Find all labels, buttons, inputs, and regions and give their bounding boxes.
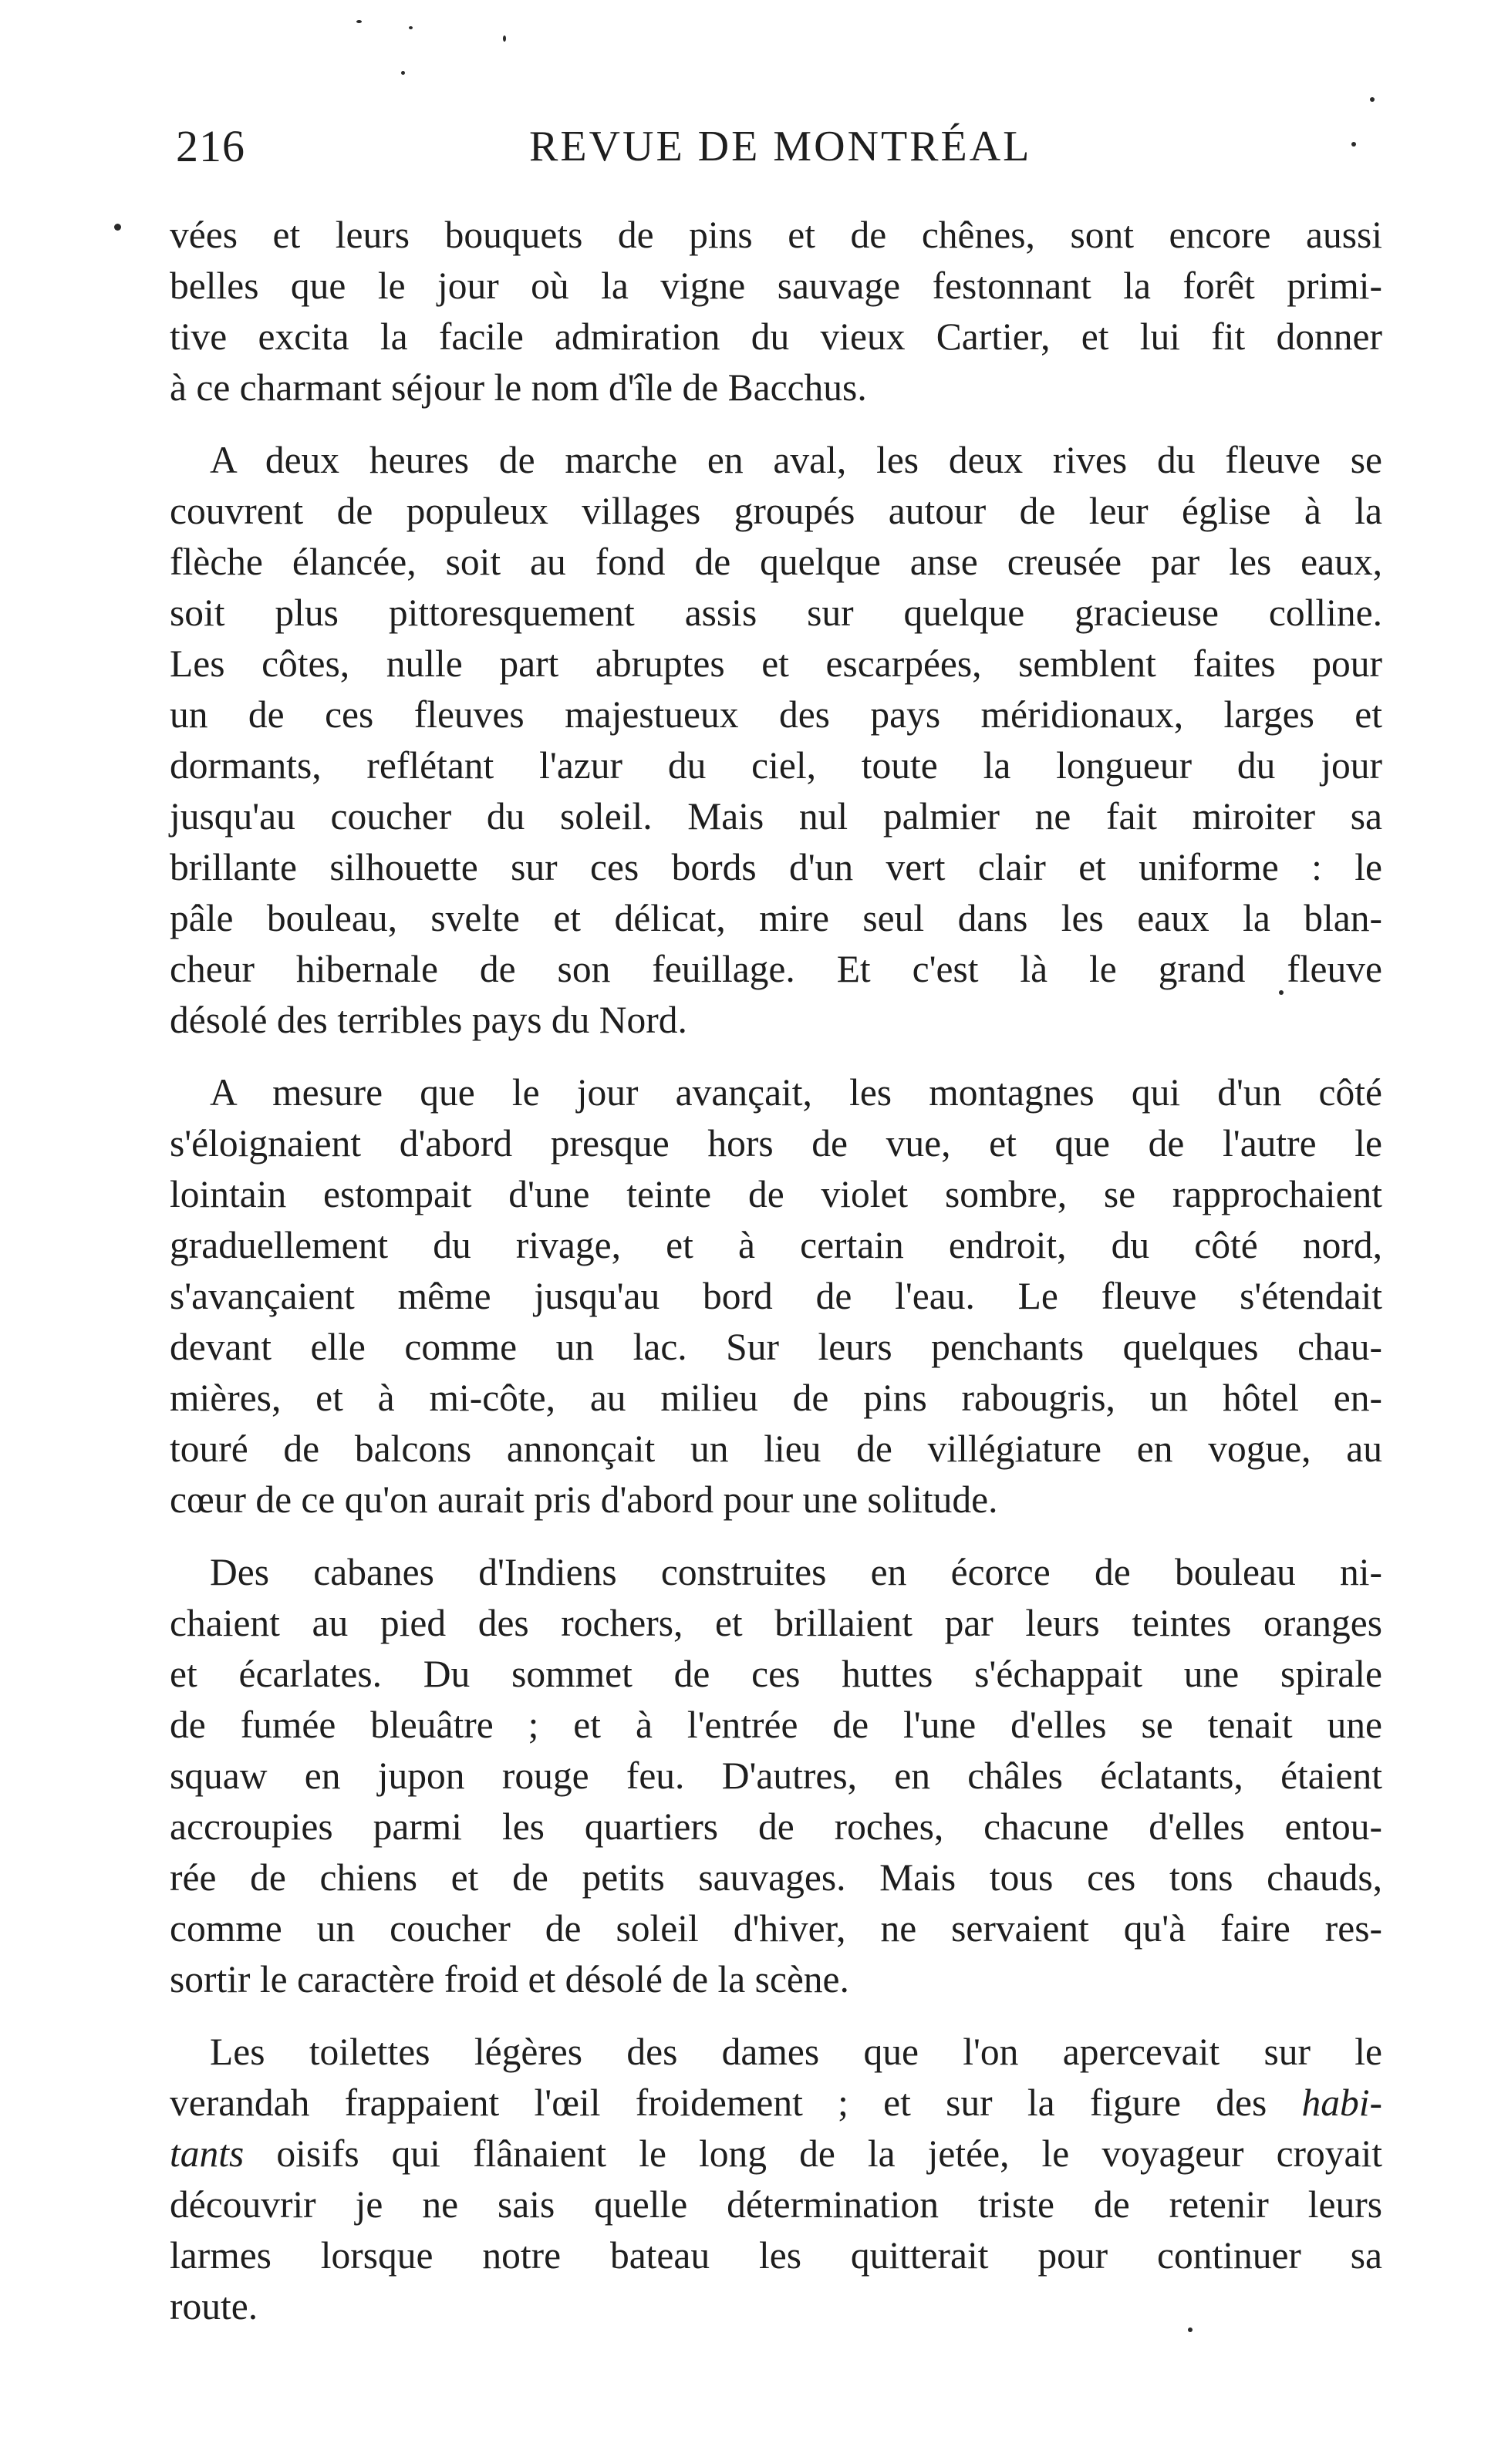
text-line: brillante silhouette sur ces bords d'un vert clair et uniforme : le [170, 846, 1382, 888]
text-line: A deux heures de marche en aval, les deux rives du fleuve se [210, 439, 1382, 481]
print-speck [356, 20, 362, 23]
text-line: couvrent de populeux villages groupés autour de leur église à la [170, 490, 1382, 532]
paragraph-3 [170, 1067, 1382, 1525]
text-line: graduellement du rivage, et à certain endroit, du côté nord, [170, 1224, 1382, 1266]
text-line: rée de chiens et de petits sauvages. Mais tous ces tons chauds, [170, 1856, 1382, 1899]
text-line: soit plus pittoresquement assis sur quelque gracieuse colline. [170, 592, 1382, 634]
print-speck [401, 71, 405, 75]
text-line: vées et leurs bouquets de pins et de chênes, sont encore aussi [170, 214, 1382, 256]
text-line: comme un coucher de soleil d'hiver, ne servaient qu'à faire res- [170, 1907, 1382, 1950]
print-speck [114, 224, 121, 231]
page-header [176, 116, 1364, 177]
text-line: tive excita la facile admiration du vieux Cartier, et lui fit donner [170, 315, 1382, 358]
text-line: et écarlates. Du sommet de ces huttes s'échappait une spirale [170, 1653, 1382, 1695]
print-speck [409, 26, 413, 29]
text-line [170, 2078, 1382, 2129]
paragraph-4 [170, 1547, 1382, 2005]
text-line: à ce charmant séjour le nom d'île de Bacchus. [170, 366, 867, 409]
text-line: cheur hibernale de son feuillage. Et c'est là le grand fleuve [170, 948, 1382, 990]
text-line: lointain estompait d'une teinte de violet sombre, se rapprochaient [170, 1173, 1382, 1215]
text-line [170, 2129, 1382, 2179]
text-line: accroupies parmi les quartiers de roches, chacune d'elles entou- [170, 1805, 1382, 1848]
text-line: s'éloignaient d'abord presque hors de vue, et que de l'autre le [170, 1122, 1382, 1165]
text-line: Les toilettes légères des dames que l'on apercevait sur le [210, 2031, 1382, 2073]
paragraph-2 [170, 435, 1382, 1046]
text-line: squaw en jupon rouge feu. D'autres, en châles éclatants, étaient [170, 1754, 1382, 1797]
text-line: mières, et à mi-côte, au milieu de pins rabougris, un hôtel en- [170, 1377, 1382, 1419]
print-speck [1370, 97, 1375, 102]
italic-word: habi- [1301, 2081, 1382, 2124]
text-segment: verandah frappaient l'œil froidement ; et sur la figure des [170, 2081, 1267, 2124]
page-number: 216 [176, 121, 245, 171]
text-line: de fumée bleuâtre ; et à l'entrée de l'une d'elles se tenait une [170, 1704, 1382, 1746]
print-speck [503, 35, 506, 42]
text-line: flèche élancée, soit au fond de quelque anse creusée par les eaux, [170, 541, 1382, 583]
text-line: s'avançaient même jusqu'au bord de l'eau. Le fleuve s'étendait [170, 1275, 1382, 1317]
text-line: Des cabanes d'Indiens construites en écorce de bouleau ni- [210, 1551, 1382, 1593]
text-line: route. [170, 2285, 258, 2327]
text-line: dormants, reflétant l'azur du ciel, toute la longueur du jour [170, 744, 1382, 787]
text-line: larmes lorsque notre bateau les quitterait pour continuer sa [170, 2234, 1382, 2277]
paragraph-1 [170, 210, 1382, 413]
running-title: REVUE DE MONTRÉAL [529, 123, 1032, 170]
paragraph-5 [170, 2027, 1382, 2332]
text-line: un de ces fleuves majestueux des pays méridionaux, larges et [170, 693, 1382, 736]
text-line: Les côtes, nulle part abruptes et escarpées, semblent faites pour [170, 642, 1382, 685]
text-line: cœur de ce qu'on aurait pris d'abord pour une solitude. [170, 1478, 998, 1521]
text-line: devant elle comme un lac. Sur leurs penchants quelques chau- [170, 1326, 1382, 1368]
text-line: pâle bouleau, svelte et délicat, mire seul dans les eaux la blan- [170, 897, 1382, 939]
italic-word: tants [170, 2132, 245, 2175]
text-line: désolé des terribles pays du Nord. [170, 999, 687, 1041]
text-line: touré de balcons annonçait un lieu de villégiature en vogue, au [170, 1428, 1382, 1470]
text-line: chaient au pied des rochers, et brillaient par leurs teintes oranges [170, 1602, 1382, 1644]
text-line: découvrir je ne sais quelle détermination triste de retenir leurs [170, 2183, 1382, 2226]
text-line: A mesure que le jour avançait, les montagnes qui d'un côté [210, 1071, 1382, 1114]
text-segment: oisifs qui flânaient le long de la jetée, le voyageur croyait [244, 2132, 1382, 2175]
text-line: jusqu'au coucher du soleil. Mais nul palmier ne fait miroiter sa [170, 795, 1382, 838]
text-line: sortir le caractère froid et désolé de la scène. [170, 1958, 849, 2001]
body-text [170, 210, 1382, 2332]
text-line: belles que le jour où la vigne sauvage festonnant la forêt primi- [170, 265, 1382, 307]
